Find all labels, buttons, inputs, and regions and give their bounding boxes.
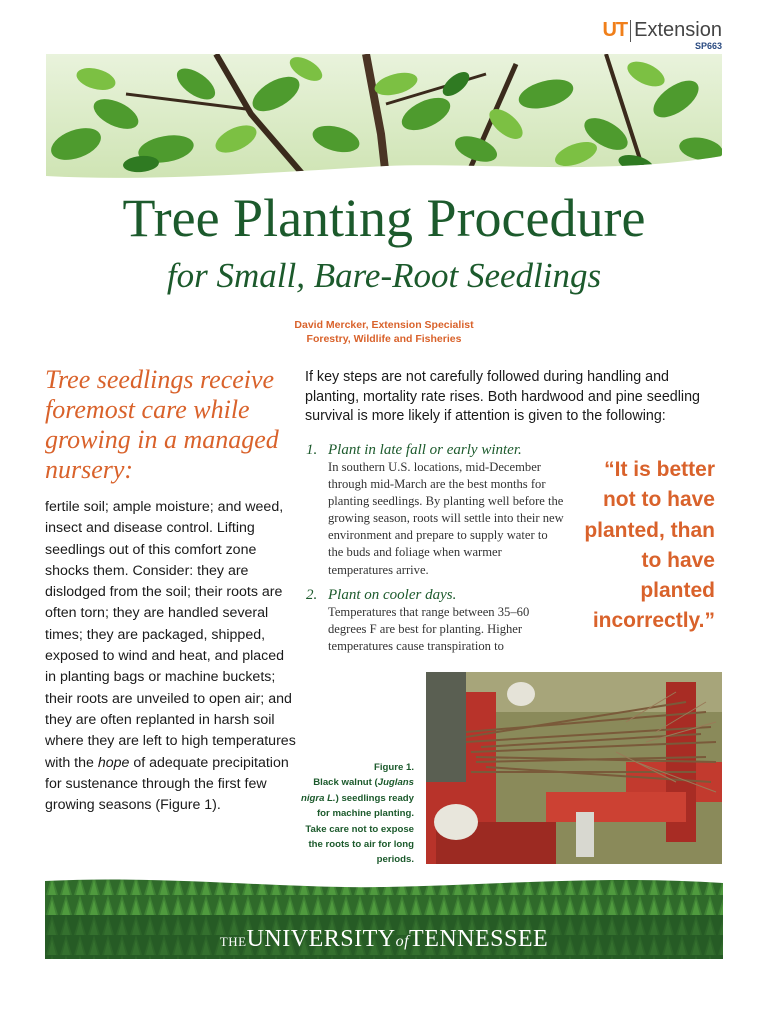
step-body: Temperatures that range between 35–60 degrees F are best for planting. Higher temperatures cause transpiration to: [328, 605, 530, 654]
author-block: [0, 318, 768, 346]
pull-quote: “It is better not to have planted, than to have planted incorrectly.”: [584, 458, 715, 633]
figure-label: Figure 1.: [374, 762, 414, 773]
step-number: 2.: [306, 587, 318, 603]
step-title: [306, 586, 566, 604]
caption-part-1: Black walnut (: [313, 777, 378, 789]
species-name: Juglans nigra L.: [300, 777, 414, 804]
lead-heading: Tree seedlings receive foremost care while growing in a managed nursery:: [45, 365, 279, 484]
hope-emphasis: hope: [97, 754, 130, 771]
author-department: Forestry, Wildlife and Fisheries: [306, 333, 462, 345]
step-item-1: [306, 441, 566, 579]
seedlings-photo: [426, 672, 722, 864]
university-wordmark: [45, 925, 723, 956]
left-body-part-1: fertile soil; ample moisture; and weed, insect and disease control. Lifting seedlings out of this comfort zone shocks them. Consider: they are dislodged from the soil; their roots are often torn; they are handled several times; they are packaged, shipped, exposed to wind and heat, and placed in planting bags or machine buckets; their roots are unveiled to open air; and they are often replanted in harsh soil where they are left to high temperatures with the: [45, 499, 296, 771]
page-subtitle: for Small, Bare-Root Seedlings: [166, 256, 602, 295]
step-number: 1.: [306, 442, 318, 458]
ut-logo-mark: UT: [602, 19, 628, 41]
step-item-2: [306, 586, 566, 655]
wordmark-state: TENNESSEE: [409, 926, 549, 952]
leaf-banner-image: [46, 54, 722, 178]
wordmark-university: UNIVERSITY: [246, 926, 396, 952]
step-title: [306, 441, 566, 459]
step-body: In southern U.S. locations, mid-December through mid-March are the best months for planting seedlings. By planting well before the growing season, roots will settle into their new environment and prepare to supply water to the buds and foliage when warmer temperatures arrive.: [328, 460, 564, 577]
intro-paragraph: If key steps are not carefully followed during handling and planting, mortality rate rises. Both hardwood and pine seedling survival is more likely if attention is given to the following:: [305, 369, 700, 424]
step-title-text: Plant in late fall or early winter.: [328, 442, 522, 458]
extension-logo: [602, 19, 722, 42]
wordmark-the: THE: [219, 934, 247, 949]
logo-text: Extension: [634, 19, 722, 41]
step-title-text: Plant on cooler days.: [328, 587, 457, 603]
figure-caption: [294, 760, 414, 868]
page-title: Tree Planting Procedure: [122, 188, 646, 248]
logo-divider: [630, 20, 631, 42]
wordmark-of: of: [395, 933, 410, 950]
author-name: David Mercker, Extension Specialist: [294, 319, 474, 331]
left-body-part-2: of adequate precipitation for sustenance through the first few growing seasons (Figure 1).: [45, 754, 289, 814]
left-body-text: [45, 497, 297, 816]
caption-part-2: ) seedlings ready for machine planting. Take care not to expose the roots to air for long periods.: [305, 792, 414, 866]
publication-code: SP663: [694, 41, 722, 51]
